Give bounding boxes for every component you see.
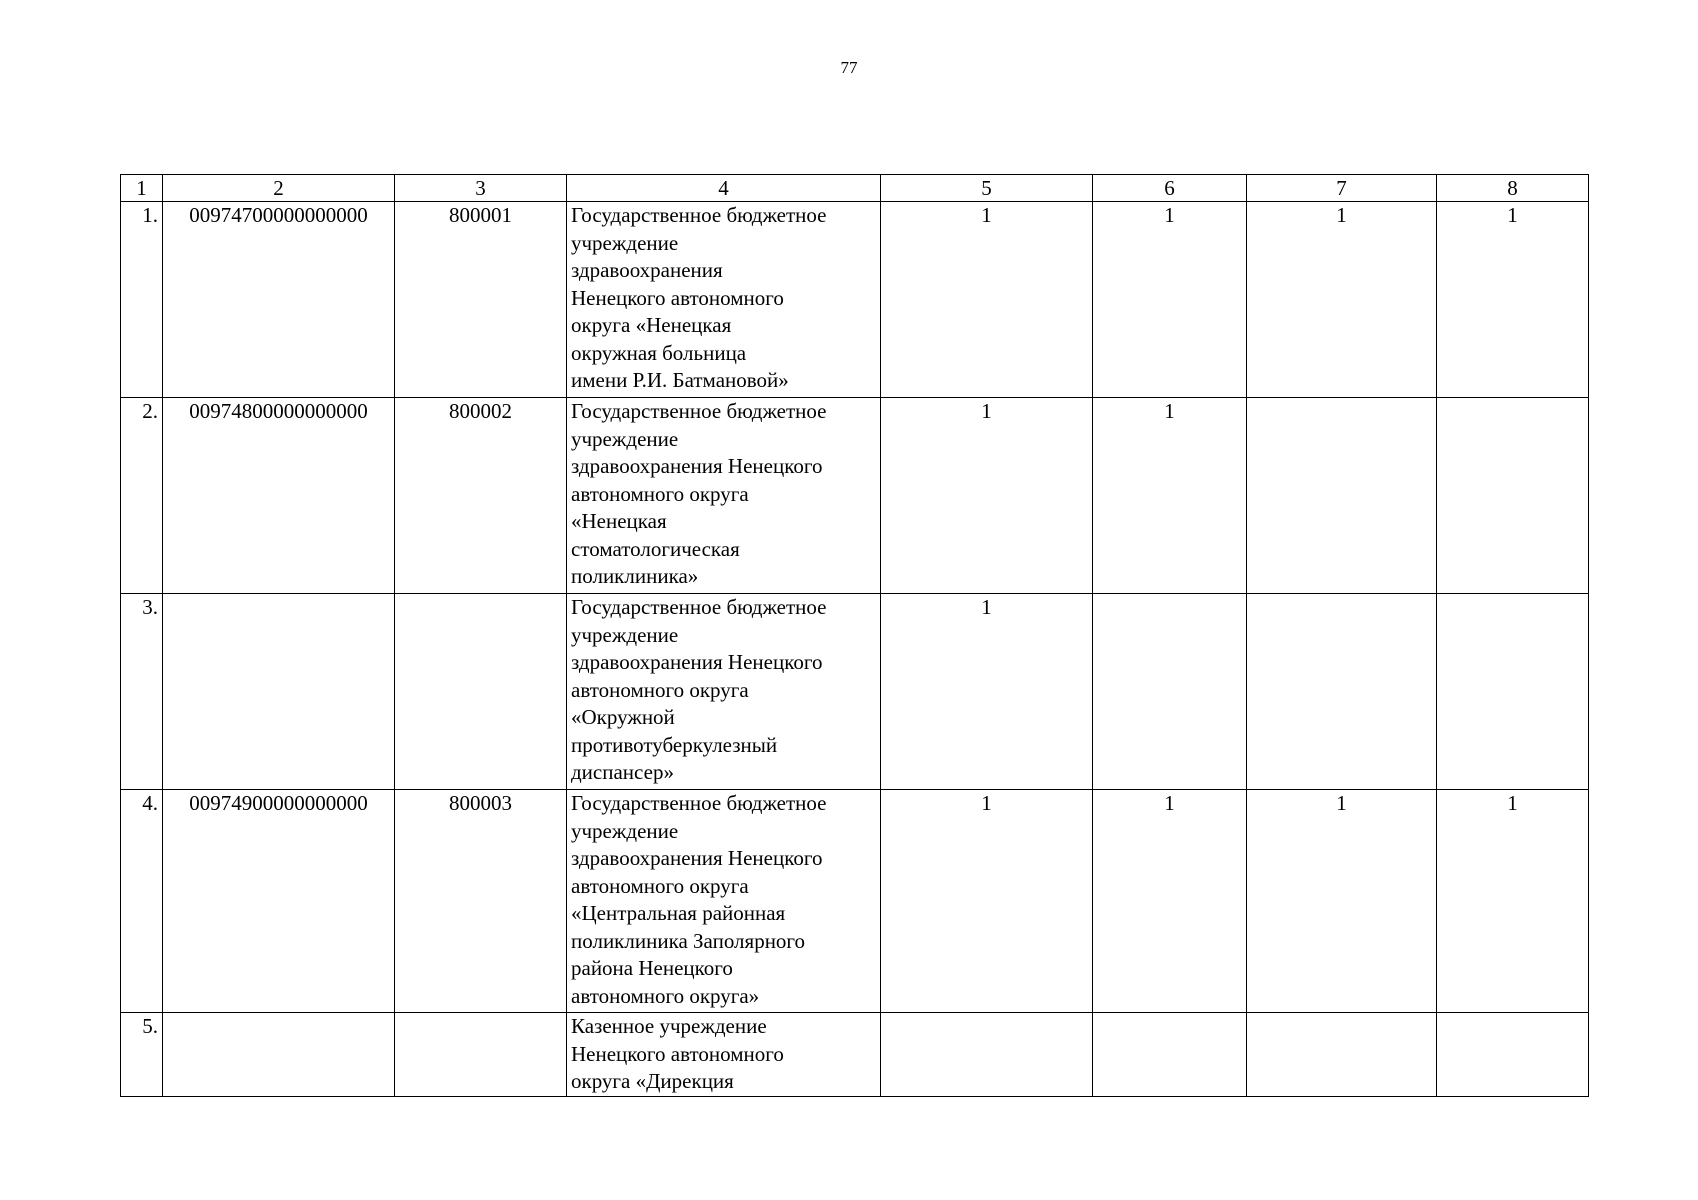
col8-value [1437,1013,1589,1097]
org-line: района Ненецкого [571,956,733,980]
row-number: 3. [121,594,163,790]
org-line: «Ненецкая [571,509,667,533]
org-line: противотуберкулезный [571,732,778,757]
header-cell-8: 8 [1437,175,1589,202]
col7-value [1247,594,1437,790]
org-line: округа «Дирекция [571,1069,734,1093]
col6-value: 1 [1093,790,1247,1013]
col5-value: 1 [881,790,1093,1013]
org-line: учреждение [571,622,679,647]
org-line: Государственное бюджетное [571,791,827,815]
organization-name [567,1013,881,1097]
org-line: здравоохранения Ненецкого [571,454,823,478]
org-line: поликлиника Заполярного [571,928,806,953]
col5-value: 1 [881,398,1093,594]
org-line: учреждение [571,818,679,843]
row-number: 1. [121,202,163,398]
org-line: здравоохранения Ненецкого [571,846,823,870]
col7-value [1247,1013,1437,1097]
org-line: стоматологическая [571,536,740,561]
institution-code: 800002 [395,398,567,594]
table-row [121,594,1589,790]
organization-name [567,398,881,594]
org-line: окружная больница [571,340,747,365]
table-row [121,790,1589,1013]
row-number: 4. [121,790,163,1013]
table-row [121,1013,1589,1097]
header-row [121,175,1589,202]
org-line: округа «Ненецкая [571,313,732,337]
institution-code [395,594,567,790]
col7-value: 1 [1247,790,1437,1013]
organization-name [567,202,881,398]
org-line: Государственное бюджетное [571,595,827,619]
col7-value: 1 [1247,202,1437,398]
col8-value: 1 [1437,202,1589,398]
budget-code: 00974700000000000 [163,202,395,398]
org-line: Казенное учреждение [571,1014,767,1038]
col8-value: 1 [1437,790,1589,1013]
header-cell-6: 6 [1093,175,1247,202]
header-cell-7: 7 [1247,175,1437,202]
org-line: Ненецкого автономного [571,285,784,310]
budget-code: 00974800000000000 [163,398,395,594]
org-line: здравоохранения [571,258,723,282]
org-line: имени Р.И. Батмановой» [571,368,789,392]
org-line: автономного округа [571,873,749,898]
col6-value [1093,1013,1247,1097]
data-table [120,174,1589,1097]
org-line: Государственное бюджетное [571,399,827,423]
table-row [121,202,1589,398]
page-number: 77 [840,58,858,77]
header-cell-4: 4 [567,175,881,202]
row-number: 5. [121,1013,163,1097]
institution-code: 800001 [395,202,567,398]
org-line: учреждение [571,230,679,255]
org-line: поликлиника» [571,564,699,588]
header-cell-5: 5 [881,175,1093,202]
budget-code [163,1013,395,1097]
header-cell-1: 1 [121,175,163,202]
org-line: «Центральная районная [571,901,786,925]
row-number: 2. [121,398,163,594]
org-line: «Окружной [571,705,675,729]
table-row [121,398,1589,594]
col6-value: 1 [1093,202,1247,398]
col5-value: 1 [881,202,1093,398]
col8-value [1437,594,1589,790]
col6-value [1093,594,1247,790]
org-line: автономного округа» [571,983,760,1008]
col5-value: 1 [881,594,1093,790]
organization-name [567,594,881,790]
org-line: автономного округа [571,677,749,702]
org-line: автономного округа [571,481,749,506]
budget-code [163,594,395,790]
org-line: здравоохранения Ненецкого [571,650,823,674]
header-cell-2: 2 [163,175,395,202]
institution-code [395,1013,567,1097]
org-line: диспансер» [571,760,674,784]
col8-value [1437,398,1589,594]
org-line: Ненецкого автономного [571,1041,784,1066]
org-line: Государственное бюджетное [571,203,827,227]
budget-code: 00974900000000000 [163,790,395,1013]
col6-value: 1 [1093,398,1247,594]
header-cell-3: 3 [395,175,567,202]
organization-name [567,790,881,1013]
institution-code: 800003 [395,790,567,1013]
col7-value [1247,398,1437,594]
col5-value [881,1013,1093,1097]
org-line: учреждение [571,426,679,451]
